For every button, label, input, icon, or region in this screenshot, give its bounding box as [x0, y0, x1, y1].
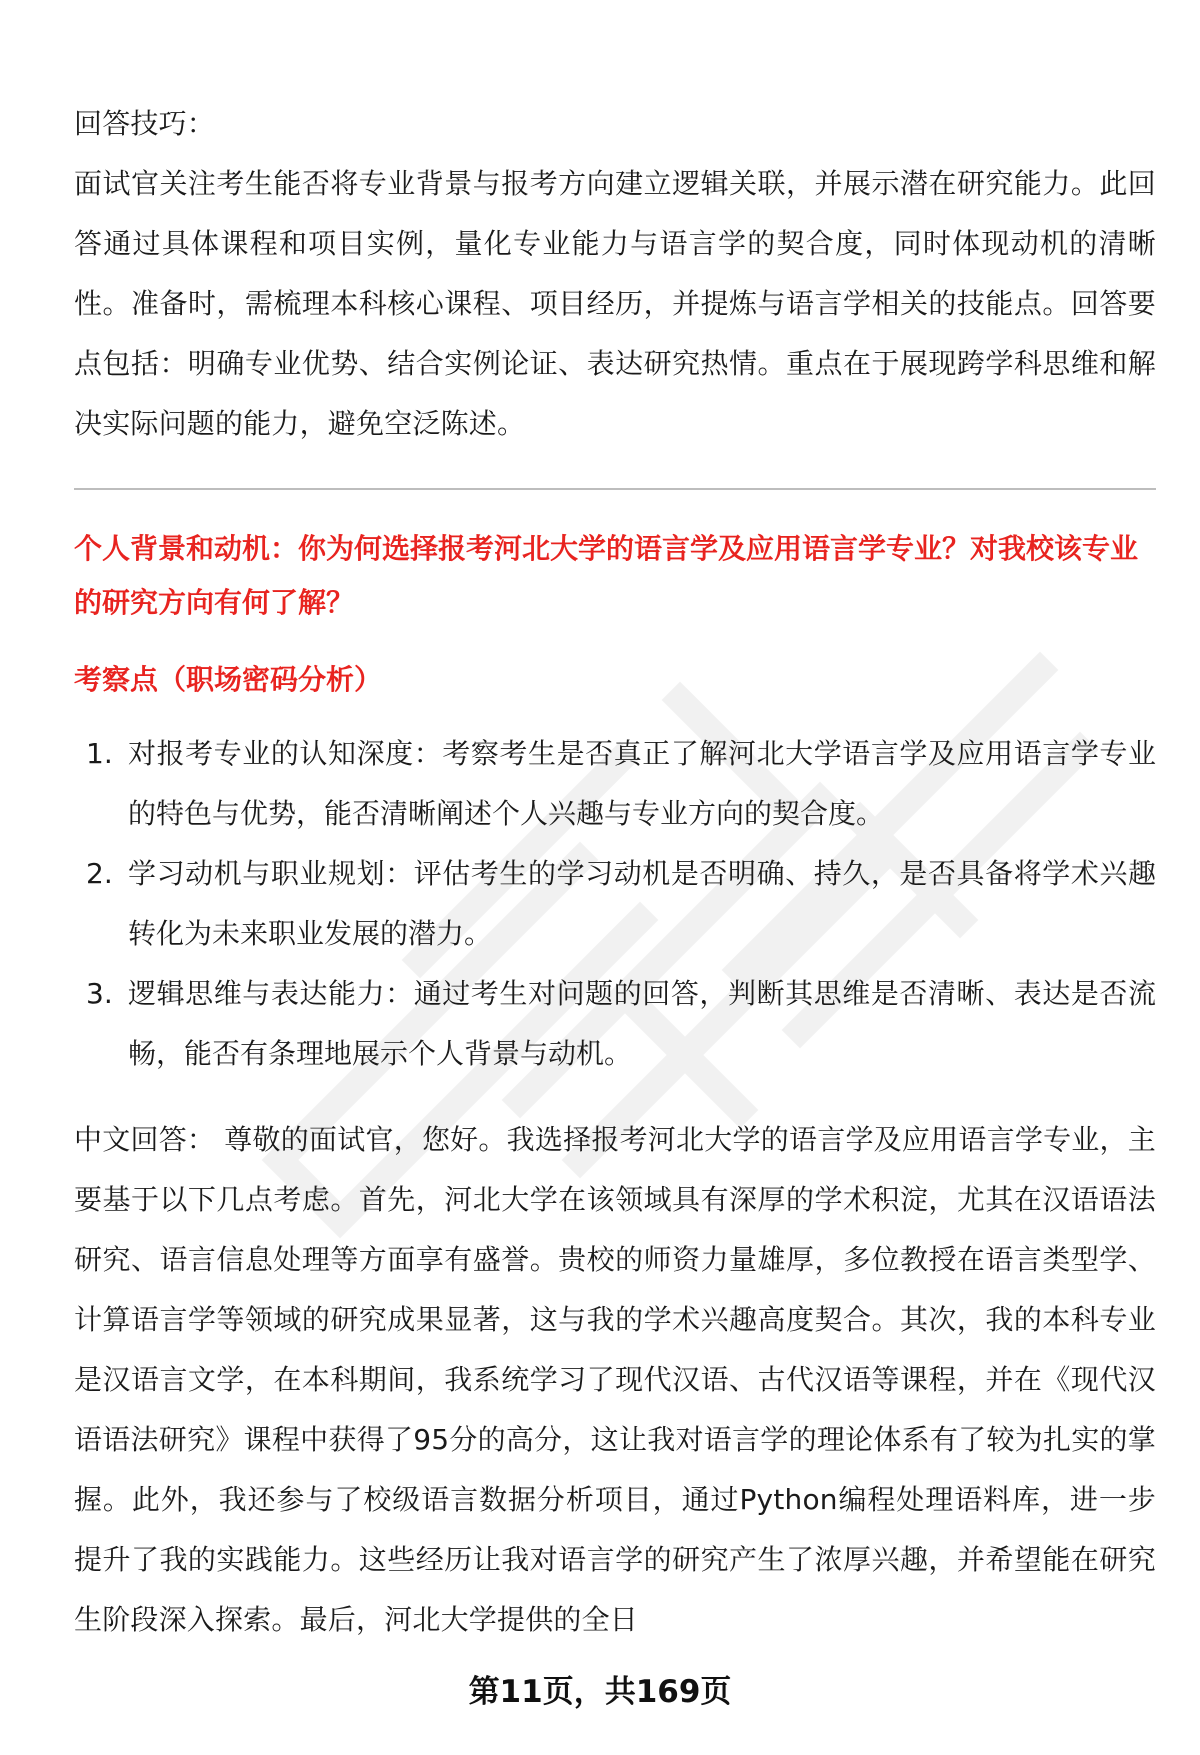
list-item-number: 2.	[86, 857, 113, 890]
tips-heading: 回答技巧：	[74, 107, 216, 140]
page-number-footer: 第11页，共169页	[468, 1674, 732, 1710]
answer-label: 中文回答：	[74, 1123, 216, 1156]
exam-points-title: 考察点（职场密码分析）	[74, 663, 383, 696]
answer-body: 尊敬的面试官，您好。我选择报考河北大学的语言学及应用语言学专业，主要基于以下几点考虑。首先，河北大学在该领域具有深厚的学术积淀，尤其在汉语语法研究、语言信息处理等方面享有盛誉。贵校的师资力量雄厚，多位教授在语言类型学、计算语言学等领域的研究成果显著，这与我的学术兴趣高度契合。其次，我的本科专业是汉语言文学，在本科期间，我系统学习了现代汉语、古代汉语等课程，并在《现代汉语语法研究》课程中获得了95分的高分，这让我对语言学的理论体系有了较为扎实的掌握。此外，我还参与了校级语言数据分析项目，通过Python编程处理语料库，进一步提升了我的实践能力。这些经历让我对语言学的研究产生了浓厚兴趣，并希望能在研究生阶段深入探索。最后，河北大学提供的全日	[74, 1123, 1156, 1636]
list-item	[74, 964, 1156, 1084]
list-item-number: 1.	[86, 737, 113, 770]
list-item-text: 学习动机与职业规划：评估考生的学习动机是否明确、持久，是否具备将学术兴趣转化为未来职业发展的潜力。	[128, 857, 1156, 950]
exam-points-list	[74, 724, 1156, 1084]
answer-paragraph	[74, 1110, 1156, 1650]
tips-body: 面试官关注考生能否将专业背景与报考方向建立逻辑关联，并展示潜在研究能力。此回答通过具体课程和项目实例，量化专业能力与语言学的契合度，同时体现动机的清晰性。准备时，需梳理本科核心课程、项目经历，并提炼与语言学相关的技能点。回答要点包括：明确专业优势、结合实例论证、表达研究热情。重点在于展现跨学科思维和解决实际问题的能力，避免空泛陈述。	[74, 167, 1156, 440]
list-item-number: 3.	[86, 977, 113, 1010]
list-item	[74, 724, 1156, 844]
interview-question: 个人背景和动机：你为何选择报考河北大学的语言学及应用语言学专业？对我校该专业的研究方向有何了解？	[74, 532, 1139, 619]
list-item-text: 逻辑思维与表达能力：通过考生对问题的回答，判断其思维是否清晰、表达是否流畅，能否有条理地展示个人背景与动机。	[128, 977, 1156, 1070]
list-item	[74, 844, 1156, 964]
section-divider	[74, 488, 1156, 490]
document-content	[74, 94, 1156, 1650]
list-item-text: 对报考专业的认知深度：考察考生是否真正了解河北大学语言学及应用语言学专业的特色与优势，能否清晰阐述个人兴趣与专业方向的契合度。	[128, 737, 1156, 830]
